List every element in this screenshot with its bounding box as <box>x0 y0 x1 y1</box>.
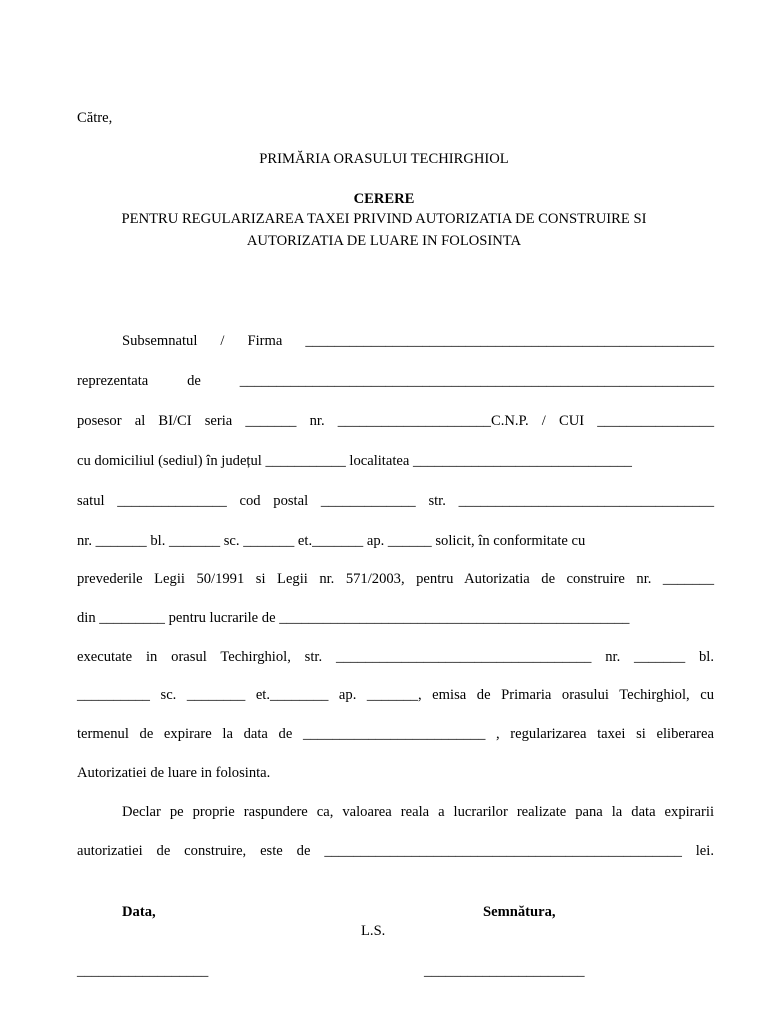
form-line-applicant: Subsemnatul / Firma ________________________________________________________ <box>122 333 714 349</box>
document-subtitle-line2: AUTORIZATIA DE LUARE IN FOLOSINTA <box>246 233 522 249</box>
stamp-label: L.S. <box>361 923 386 939</box>
recipient-to: Către, <box>77 110 113 126</box>
form-line-id-document: posesor al BI/CI seria _______ nr. _____________________C.N.P. / CUI ________________ <box>77 413 714 429</box>
date-signature-line: __________________ <box>77 963 209 979</box>
document-subtitle-line1: PENTRU REGULARIZAREA TAXEI PRIVIND AUTORIZATIA DE CONSTRUIRE SI <box>121 211 647 227</box>
form-line-declaration-value: autorizatiei de construire, este de _________________________________________________ lei. <box>77 843 714 859</box>
document-title: CERERE <box>353 191 415 207</box>
date-label: Data, <box>122 904 156 920</box>
form-line-works-location-details: __________ sc. ________ et.________ ap. _______, emisa de Primaria orasului Techirghiol, cu <box>77 687 714 703</box>
form-line-declaration: Declar pe proprie raspundere ca, valoarea reala a lucrarilor realizate pana la data expirarii <box>122 804 714 820</box>
form-line-address: satul _______________ cod postal _____________ str. ___________________________________ <box>77 493 714 509</box>
form-line-expiry-end: Autorizatiei de luare in folosinta. <box>77 765 271 781</box>
signature-line: ______________________ <box>424 963 585 979</box>
form-line-works: din _________ pentru lucrarile de ________________________________________________ <box>77 610 630 626</box>
recipient-institution: PRIMĂRIA ORASULUI TECHIRGHIOL <box>259 151 509 167</box>
form-line-address-details: nr. _______ bl. _______ sc. _______ et._______ ap. ______ solicit, în conformitate cu <box>77 533 586 549</box>
form-line-representative: reprezentata de _________________________________________________________________ <box>77 373 714 389</box>
form-line-expiry: termenul de expirare la data de _________________________ , regularizarea taxei si eliberarea <box>77 726 714 742</box>
form-line-works-location: executate in orasul Techirghiol, str. ___________________________________ nr. _______ bl. <box>77 649 714 665</box>
signature-label: Semnătura, <box>483 904 556 920</box>
form-line-domicile: cu domiciliul (sediul) în județul ___________ localitatea ______________________________ <box>77 453 632 469</box>
form-line-legal-basis: prevederile Legii 50/1991 si Legii nr. 571/2003, pentru Autorizatia de construire nr. _______ <box>77 571 714 587</box>
